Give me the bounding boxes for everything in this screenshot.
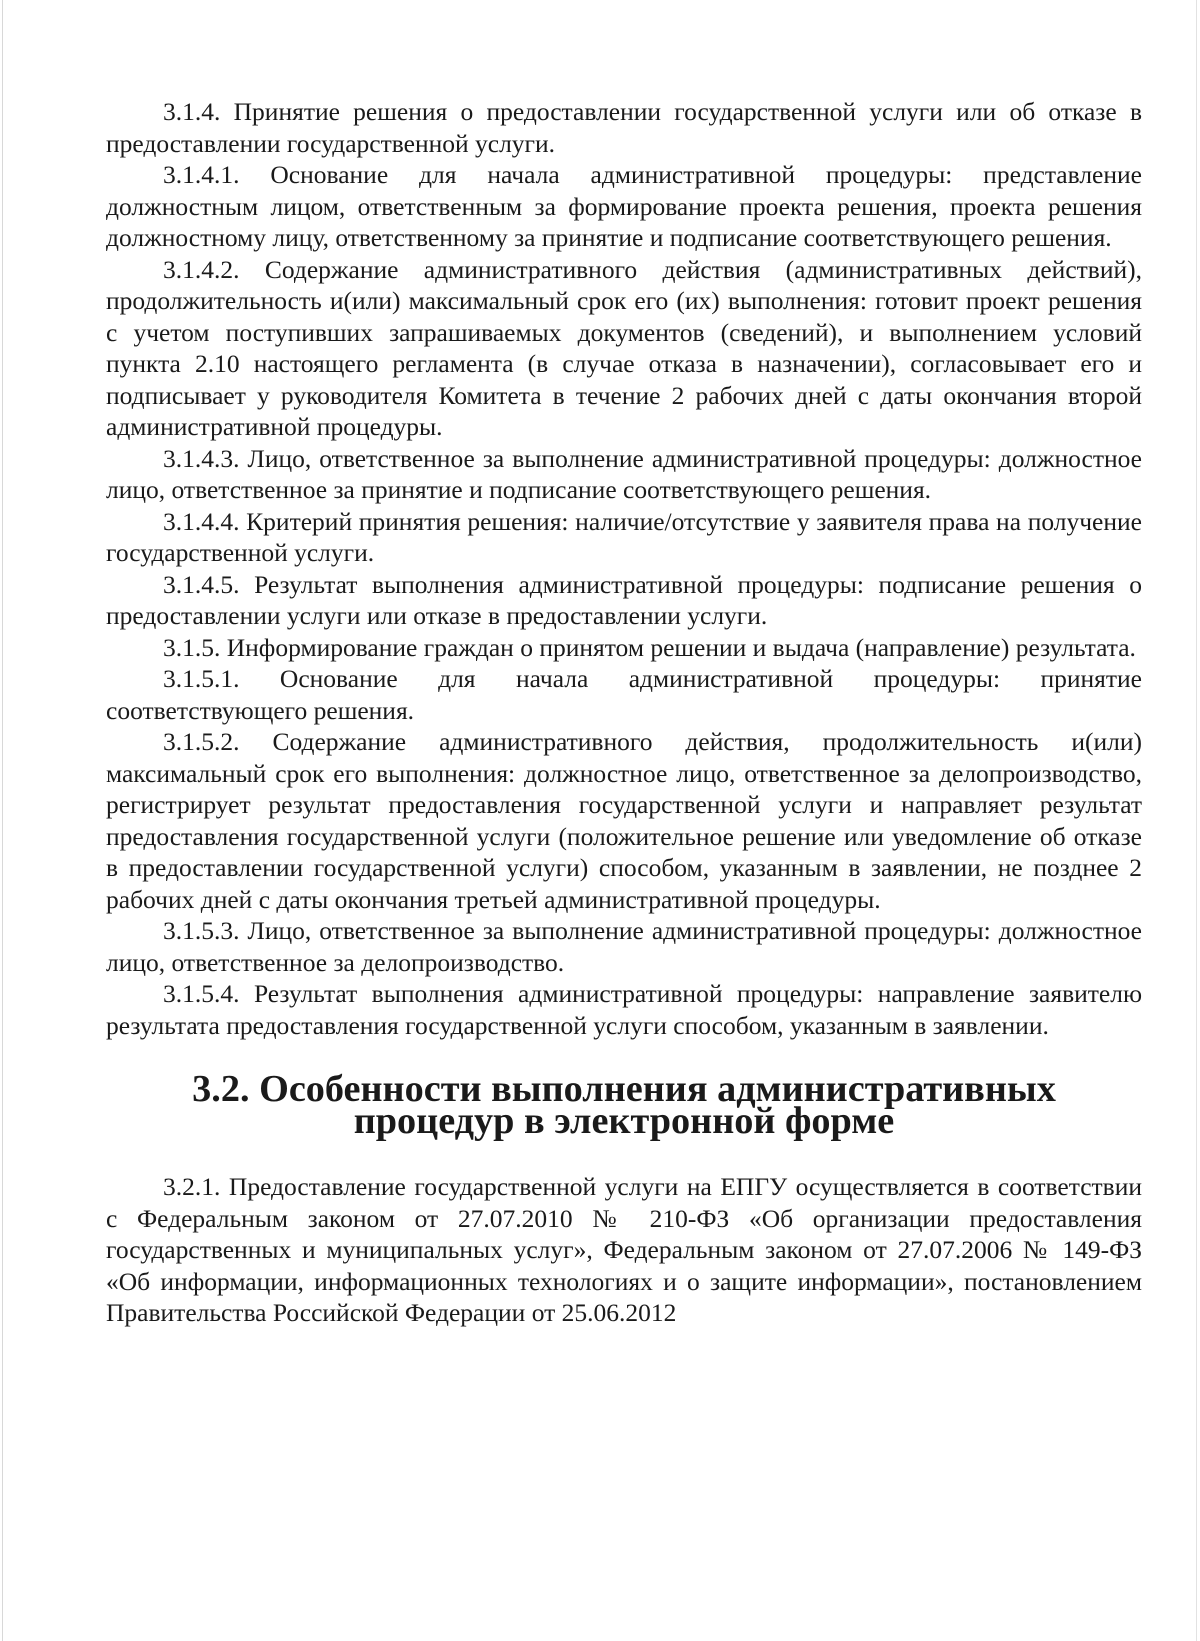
paragraph-3-1-5-4: 3.1.5.4. Результат выполнения административной процедуры: направление заявителю результата предоставления государственной услуги способом, указанным в заявлении.	[106, 979, 1142, 1040]
paragraph-3-1-4-2: 3.1.4.2. Содержание административного действия (административных действий), продолжительность и(или) максимальный срок его (их) выполнения: готовит проект решения с учетом поступивших запрашиваемых документов (сведений), и выполнением условий пункта 2.10 настоящего регламента (в случае отказа в назначении), согласовывает его и подписывает у руководителя Комитета в течение 2 рабочих дней с даты окончания второй административной процедуры.	[106, 254, 1142, 441]
paragraph-3-1-4-3: 3.1.4.3. Лицо, ответственное за выполнение административной процедуры: должностное лицо, ответственное за принятие и подписание соответствующего решения.	[106, 443, 1142, 504]
scan-edge-right	[1196, 0, 1197, 1641]
paragraph-3-1-5-2: 3.1.5.2. Содержание административного действия, продолжительность и(или) максимальный срок его выполнения: должностное лицо, ответственное за делопроизводство, регистрирует результат предоставления государственной услуги и направляет результат предоставления государственной услуги (положительное решение или уведомление об отказе в предоставлении государственной услуги) способом, указанным в заявлении, не позднее 2 рабочих дней с даты окончания третьей административной процедуры.	[106, 727, 1142, 914]
document-body	[106, 96, 1142, 1329]
section-heading-3-2: 3.2. Особенности выполнения административных процедур в электронной форме	[192, 1068, 1056, 1142]
paragraph-3-1-5-1: 3.1.5.1. Основание для начала административной процедуры: принятие соответствующего решения.	[106, 664, 1142, 725]
scan-edge-left	[2, 0, 3, 1641]
paragraph-3-1-4: 3.1.4. Принятие решения о предоставлении государственной услуги или об отказе в предоставлении государственной услуги.	[106, 97, 1142, 158]
paragraph-3-1-5-3: 3.1.5.3. Лицо, ответственное за выполнение административной процедуры: должностное лицо, ответственное за делопроизводство.	[106, 916, 1142, 977]
paragraph-3-1-4-4: 3.1.4.4. Критерий принятия решения: наличие/отсутствие у заявителя права на получение государственной услуги.	[106, 506, 1142, 567]
paragraph-3-1-4-5: 3.1.4.5. Результат выполнения административной процедуры: подписание решения о предоставлении услуги или отказе в предоставлении услуги.	[106, 569, 1142, 630]
paragraph-3-2-1: 3.2.1. Предоставление государственной услуги на ЕПГУ осуществляется в соответствии с Федеральным законом от 27.07.2010 № 210-ФЗ «Об организации предоставления государственных и муниципальных услуг», Федеральным законом от 27.07.2006 № 149-ФЗ «Об информации, информационных технологиях и о защите информации», постановлением Правительства Российской Федерации от 25.06.2012	[106, 1172, 1142, 1327]
paragraph-3-1-4-1: 3.1.4.1. Основание для начала административной процедуры: представление должностным лицом, ответственным за формирование проекта решения, проекта решения должностному лицу, ответственному за принятие и подписание соответствующего решения.	[106, 160, 1142, 252]
paragraph-3-1-5: 3.1.5. Информирование граждан о принятом решении и выдача (направление) результата.	[163, 632, 1136, 662]
